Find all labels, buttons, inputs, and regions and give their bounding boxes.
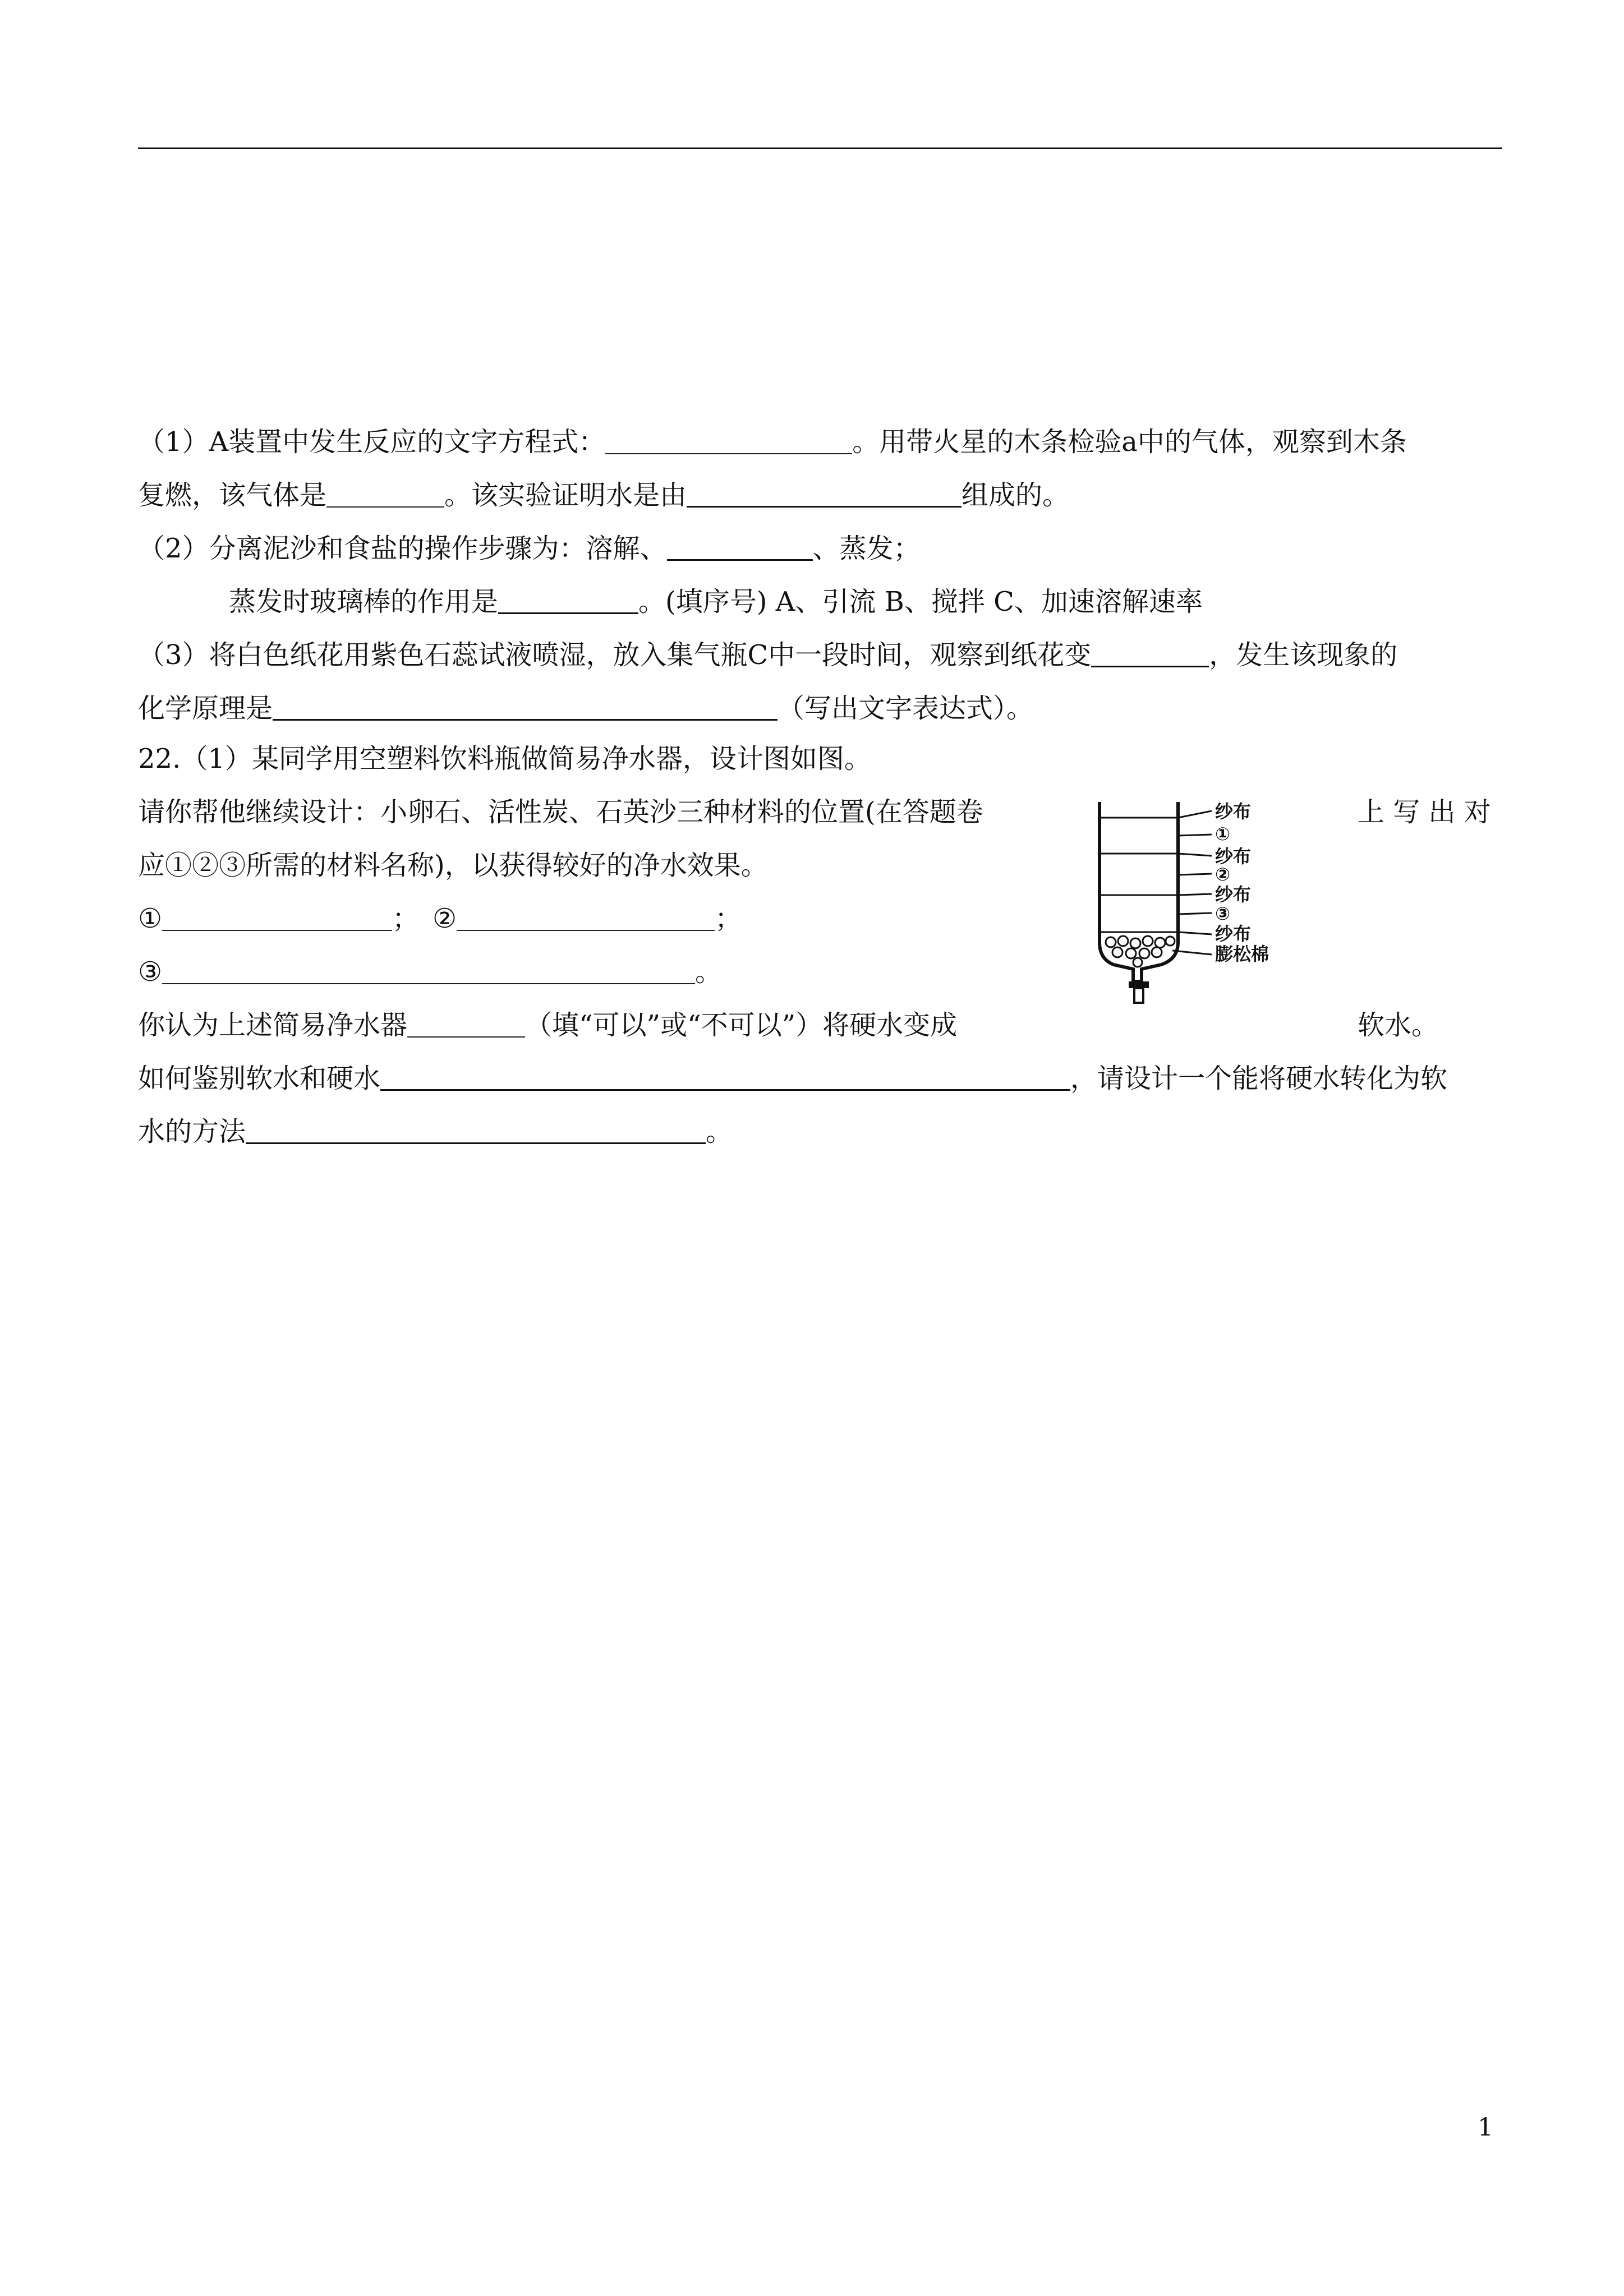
label-layer-3: ③ bbox=[1215, 903, 1231, 924]
text: ； bbox=[715, 903, 742, 934]
q21-part1-line1 bbox=[138, 425, 1407, 459]
text: 。该实验证明水是由 bbox=[444, 480, 687, 511]
text: （填“可以”或“不可以”）将硬水变成 bbox=[525, 1009, 958, 1041]
text: 。 bbox=[706, 1116, 733, 1147]
text: 组成的。 bbox=[961, 480, 1070, 511]
label-layer-1: ① bbox=[1215, 823, 1231, 845]
text: ，请设计一个能将硬水转化为软 bbox=[1070, 1063, 1448, 1094]
q21-part2-line1 bbox=[138, 532, 921, 565]
text: 复燃，该气体是 bbox=[138, 480, 327, 511]
text: 。(填序号) A、引流 B、搅拌 C、加速溶解速率 bbox=[638, 586, 1203, 617]
q21-part1-line2 bbox=[138, 478, 1069, 512]
label-cotton: 膨松棉 bbox=[1215, 943, 1269, 965]
text: （2）分离泥沙和食盐的操作步骤为：溶解、 bbox=[138, 533, 667, 564]
q22-line1: 22.（1）某同学用空塑料饮料瓶做简易净水器，设计图如图。 bbox=[138, 743, 871, 774]
q22-line6-tail: 软水。 bbox=[1358, 1009, 1439, 1041]
answer-blank[interactable] bbox=[667, 559, 813, 561]
answer-blank[interactable] bbox=[687, 506, 961, 508]
nozzle-tip bbox=[1134, 988, 1143, 1003]
q22-line6 bbox=[138, 1008, 957, 1042]
text: 。用带火星的木条检验a中的气体，观察到木条 bbox=[852, 426, 1407, 458]
q22-line7 bbox=[138, 1062, 1447, 1095]
text: 化学原理是 bbox=[138, 693, 273, 724]
answer-blank[interactable] bbox=[246, 1142, 706, 1144]
q21-part3-line1 bbox=[138, 638, 1397, 672]
water-filter-diagram bbox=[1088, 791, 1324, 1026]
text: 如何鉴别软水和硬水 bbox=[138, 1063, 381, 1094]
q22-line2-tail: 上 写 出 对 bbox=[1358, 796, 1491, 828]
circle-number: ③ bbox=[138, 956, 163, 988]
answer-blank[interactable] bbox=[498, 612, 638, 614]
answer-blank[interactable] bbox=[605, 453, 852, 454]
text: 你认为上述简易净水器 bbox=[138, 1009, 408, 1041]
text: 。 bbox=[695, 956, 723, 988]
q22-line2: 请你帮他继续设计：小卵石、活性炭、石英沙三种材料的位置(在答题卷 bbox=[138, 796, 983, 828]
answer-blank[interactable] bbox=[380, 1089, 1070, 1091]
text: ，发生该现象的 bbox=[1209, 639, 1398, 671]
header-rule bbox=[138, 147, 1502, 149]
label-gauze: 纱布 bbox=[1215, 884, 1252, 905]
label-gauze: 纱布 bbox=[1215, 801, 1252, 822]
answer-blank[interactable] bbox=[273, 719, 778, 721]
text: （写出文字表达式）。 bbox=[778, 693, 1034, 724]
answer-blank[interactable] bbox=[162, 983, 695, 984]
answer-blank[interactable] bbox=[457, 930, 715, 931]
text: （1）A装置中发生反应的文字方程式： bbox=[138, 426, 606, 458]
q22-line8 bbox=[138, 1115, 733, 1149]
answer-blank[interactable] bbox=[326, 506, 444, 508]
label-layer-2: ② bbox=[1215, 864, 1231, 885]
label-gauze: 纱布 bbox=[1215, 846, 1252, 867]
circle-number: ① bbox=[138, 903, 163, 934]
answer-blank[interactable] bbox=[162, 930, 392, 931]
text: 、蒸发； bbox=[812, 533, 921, 564]
answer-blank[interactable] bbox=[1091, 666, 1209, 667]
text: ； bbox=[392, 903, 420, 934]
q22-line5 bbox=[138, 955, 722, 989]
text: 蒸发时玻璃棒的作用是 bbox=[229, 586, 499, 617]
q21-part3-line2 bbox=[138, 691, 1033, 725]
answer-blank[interactable] bbox=[407, 1036, 525, 1038]
q22-line4 bbox=[138, 902, 742, 935]
text: 水的方法 bbox=[138, 1116, 246, 1147]
q22-line3: 应①②③所需的材料名称)，以获得较好的净水效果。 bbox=[138, 850, 768, 881]
text: （3）将白色纸花用紫色石蕊试液喷湿，放入集气瓶C中一段时间，观察到纸花变 bbox=[138, 639, 1092, 671]
circle-number: ② bbox=[433, 903, 457, 934]
label-gauze: 纱布 bbox=[1215, 923, 1252, 944]
page-number: 1 bbox=[1478, 2113, 1493, 2142]
q21-part2-line2 bbox=[229, 585, 1203, 619]
